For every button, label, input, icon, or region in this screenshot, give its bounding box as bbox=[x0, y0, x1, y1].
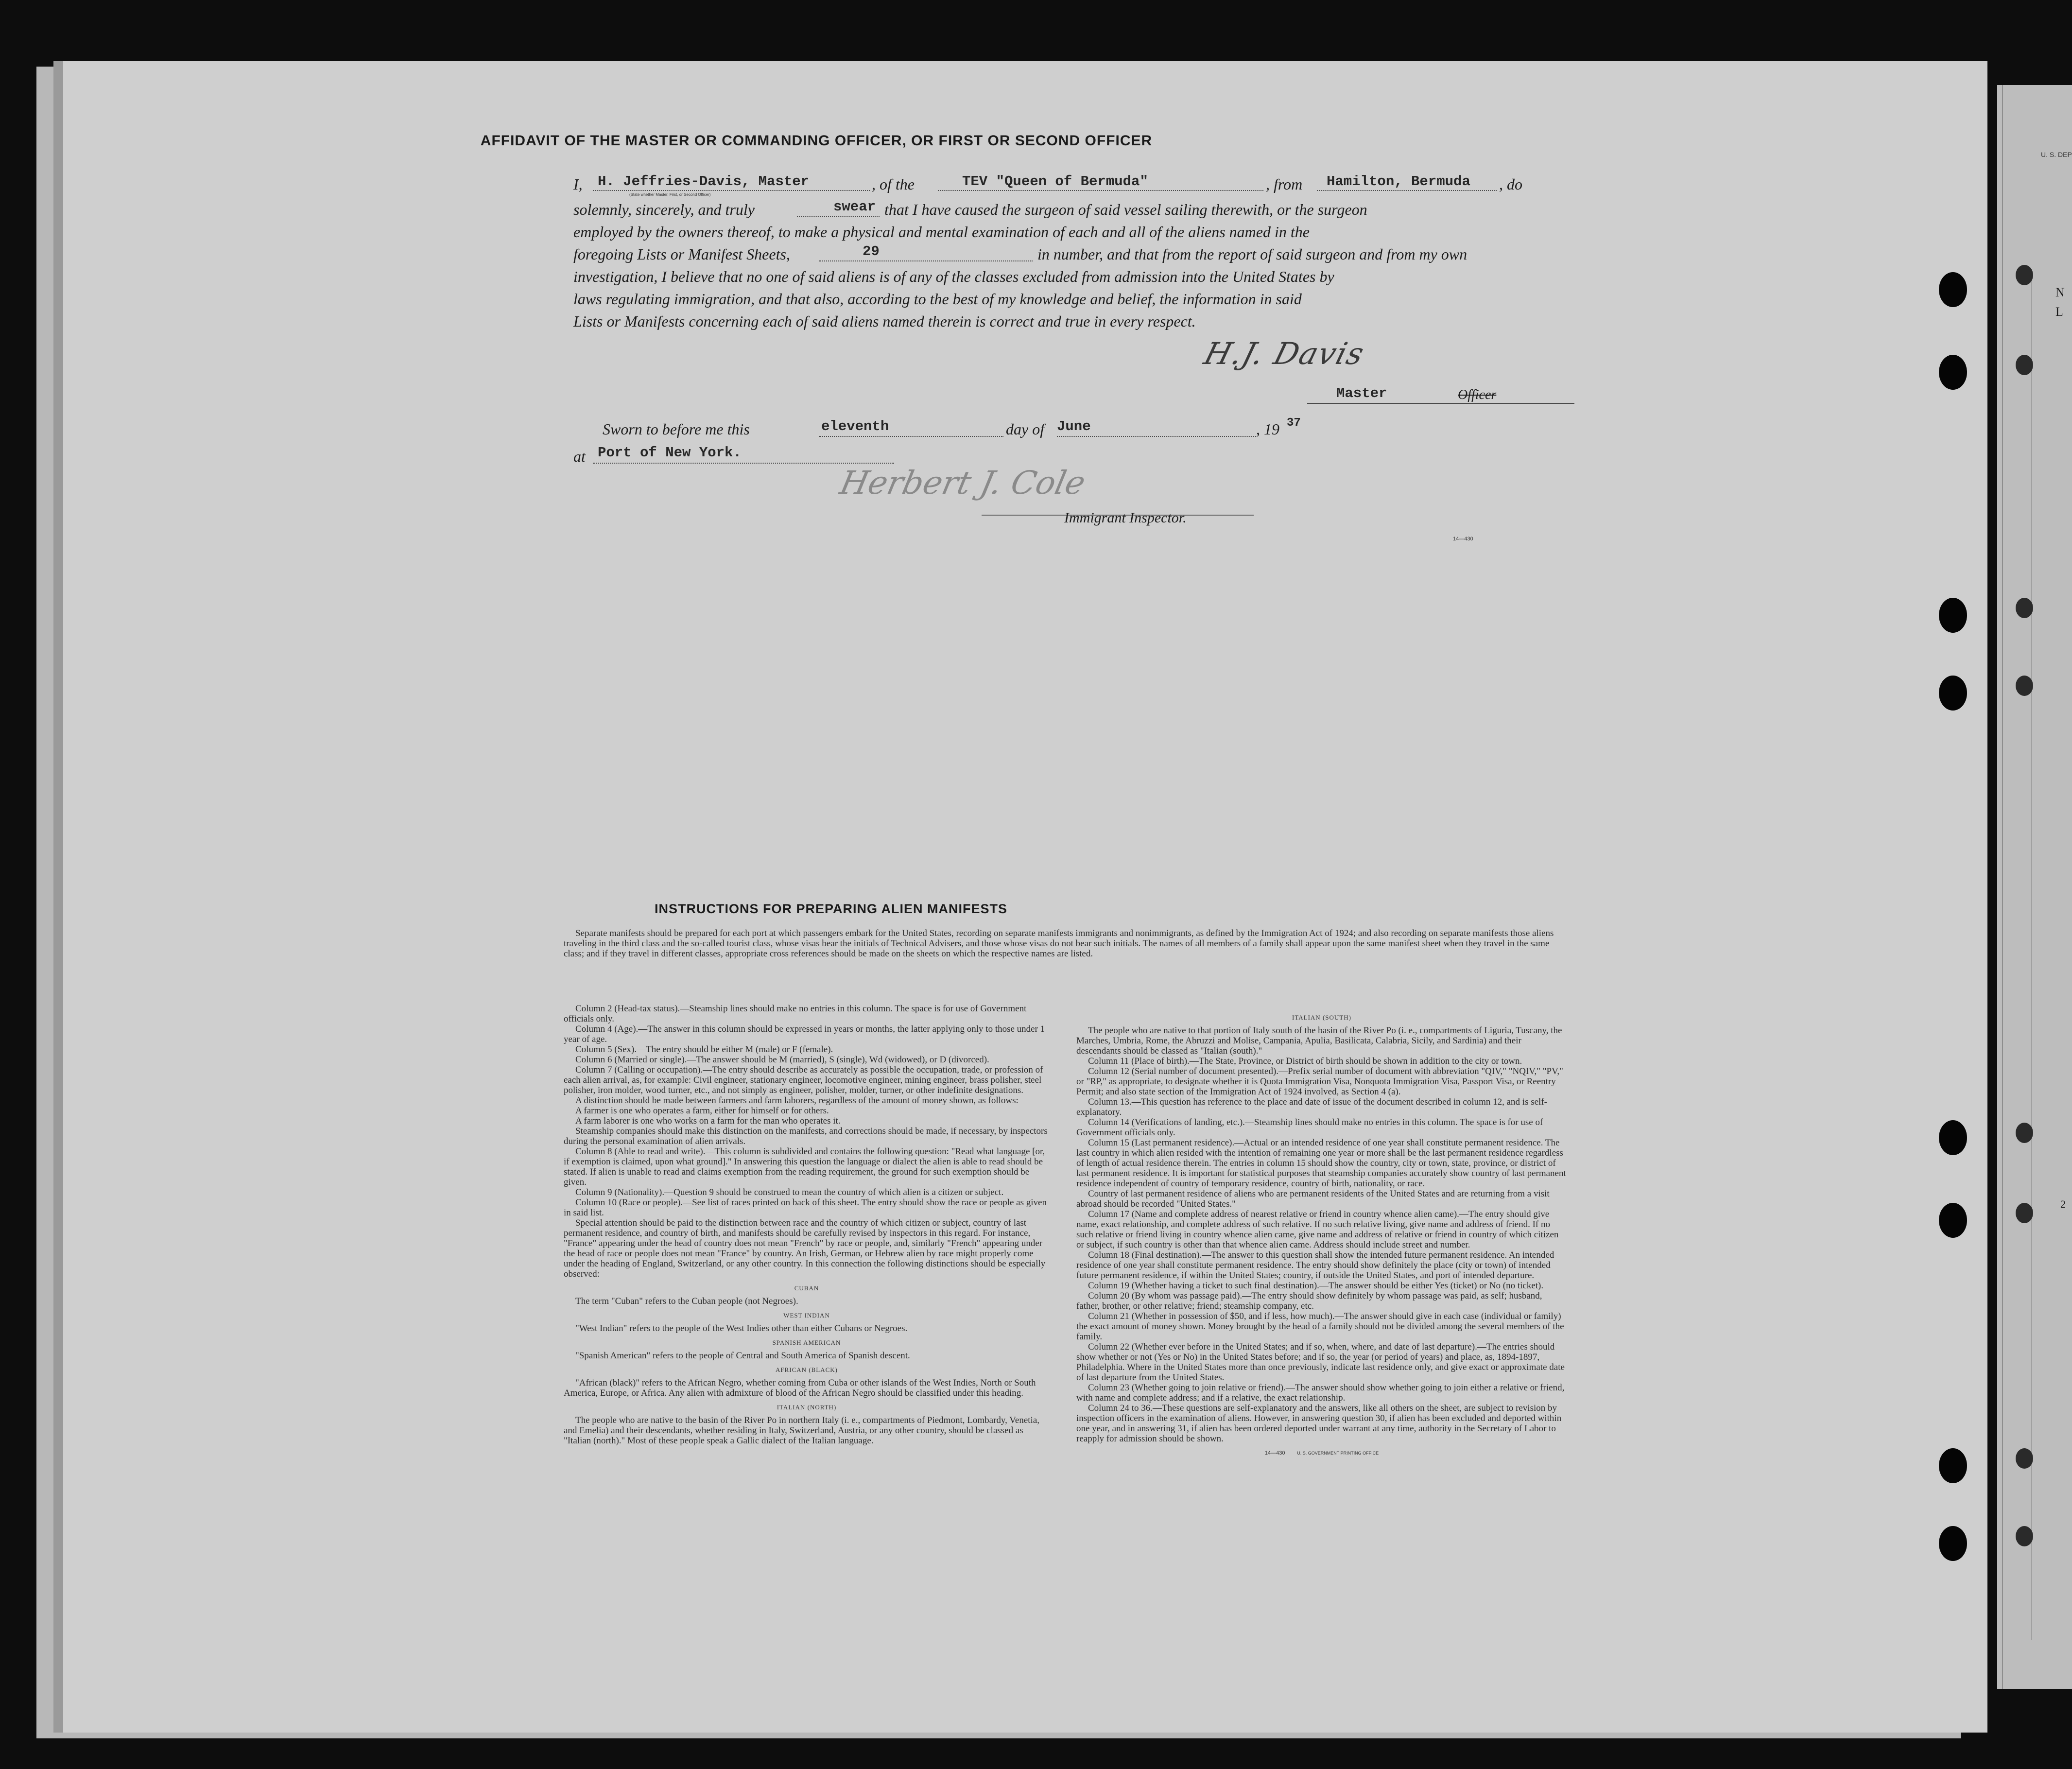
right-paragraph: Column 22 (Whether ever before in the United States; and if so, when, where, and date of last departure).—The entries should show whether or not (Yes or No) in the United States before; and if so, the year (or period of years) and place, as, 1894-1897, Philadelphia. Where in the United States more than once previously, indicate last residence only, and give exact or approximate date of last departure from the United States. bbox=[1076, 1342, 1565, 1383]
adjacent-page-strip bbox=[1997, 85, 2072, 1689]
line2-post: that I have caused the surgeon of said vessel sailing therewith, or the surgeon bbox=[884, 201, 1367, 218]
right-paragraph: Column 15 (Last permanent residence).—Actual or an intended residence of one year shall constitute permanent residence. The last country in which alien resided with the intention of remaining one year or more shall be the last permanent residence regardless of length of actual residence therein. The entries in column 15 should show the country, city or town, state, province, or district of last permanent residence. It is important for statistical purposes that steamship companies accurately show country of last permanent residence independent of country of temporary residence, country of birth, nationality, or race. bbox=[1076, 1138, 1566, 1189]
left-paragraph: Column 7 (Calling or occupation).—The entry should describe as accurately as possible the occupation, trade, or profession of each alien arrival, as, for example: Civil engineer, stationary engineer, locomotive engineer, mining engineer, brass polisher, steel polisher, iron molder, wood turner, etc., and not simply as engineer, polisher, molder, turner, or other indefinite designations. bbox=[564, 1065, 1043, 1095]
cuban-text: The term "Cuban" refers to the Cuban people (not Negroes). bbox=[575, 1296, 798, 1306]
from-label: , from bbox=[1266, 175, 1303, 193]
west-indian-heading: WEST INDIAN bbox=[783, 1312, 830, 1319]
left-paragraph: A distinction should be made between farmers and farm laborers, regardless of the amount of money shown, as follows: bbox=[575, 1095, 1019, 1106]
african-text: "African (black)" refers to the African Negro, whether coming from Cuba or other islands of the West Indies, North or South America, Europe, or Africa. Any alien with admixture of blood of the African Negro should be classified under this heading. bbox=[564, 1378, 1036, 1398]
cuban-heading: CUBAN bbox=[794, 1284, 819, 1292]
strip-digit: 2 bbox=[2060, 1198, 2066, 1210]
instructions-intro bbox=[564, 928, 1570, 959]
west-indian-text: "West Indian" refers to the people of the West Indies other than either Cubans or Negroes. bbox=[575, 1323, 908, 1334]
strip-letter-1: N bbox=[2055, 285, 2065, 299]
sheet-count: 29 bbox=[863, 243, 880, 260]
strip-punch-hole bbox=[2016, 1203, 2033, 1223]
binder-hole bbox=[1939, 676, 1967, 711]
officer-name: H. Jeffries-Davis, Master bbox=[598, 173, 810, 190]
strip-corner-note: U. S. DEP bbox=[2041, 151, 2072, 158]
instructions-left-column bbox=[564, 1004, 1050, 1446]
instructions-title: INSTRUCTIONS FOR PREPARING ALIEN MANIFESTS bbox=[654, 902, 1008, 916]
sworn-label: Sworn to before me this bbox=[603, 420, 750, 438]
right-paragraph: The people who are native to that portion of Italy south of the basin of the River Po (i. e., compartments of Liguria, Tuscany, the Marches, Umbria, Rome, the Abruzzi and Molise, Campania, Apulia, Basilicata, Calabria, Sicily, and Sardinia) and their descendants should be classed as "Italian (south)." bbox=[1076, 1025, 1562, 1056]
line6: laws regulating immigration, and that also, according to the best of my knowledge and belief, the information in said bbox=[573, 290, 1302, 308]
at-label: at bbox=[573, 448, 586, 465]
binder-hole bbox=[1939, 1448, 1967, 1483]
line4-post: in number, and that from the report of said surgeon and from my own bbox=[1037, 245, 1468, 263]
affidavit-title: AFFIDAVIT OF THE MASTER OR COMMANDING OFFICER, OR FIRST OR SECOND OFFICER bbox=[480, 133, 1153, 149]
vessel-name: TEV "Queen of Bermuda" bbox=[962, 173, 1148, 190]
right-paragraph: Country of last permanent residence of aliens who are permanent residents of the United States and are returning from a visit abroad should be recorded "United States." bbox=[1076, 1189, 1550, 1209]
left-paragraph: Column 9 (Nationality).—Question 9 should be construed to mean the country of which alien is a citizen or subject. bbox=[575, 1187, 1004, 1197]
right-paragraph: Column 23 (Whether going to join relative or friend).—The answer should show whether going to join either a relative or friend, with name and complete address; and if a relative, the exact relationship. bbox=[1076, 1383, 1565, 1403]
year-prefix: , 19 bbox=[1256, 420, 1279, 438]
right-paragraph: Column 20 (By whom was passage paid).—The entry should show definitely by whom passage was paid, as self; husband, father, brother, or other relative; friend; steamship company, etc. bbox=[1076, 1291, 1542, 1311]
struck-officer-word: Officer bbox=[1458, 387, 1497, 402]
day-of-label: day of bbox=[1006, 420, 1045, 438]
manifest-sheet bbox=[63, 61, 1987, 1733]
left-paragraph: Column 2 (Head-tax status).—Steamship lines should make no entries in this column. The space is for use of Government officials only. bbox=[564, 1004, 1027, 1024]
footer-printing-office: U. S. GOVERNMENT PRINTING OFFICE bbox=[1297, 1451, 1379, 1456]
spanish-american-text: "Spanish American" refers to the people of Central and South America of Spanish descent. bbox=[575, 1351, 910, 1361]
right-paragraph: Column 24 to 36.—These questions are self-explanatory and the answers, like all others on the sheet, are subject to revision by inspection officers in the examination of aliens. However, in answering question 30, if alien has been excluded and deported within one year, and in answering 31, if alien has been ordered deported under warrant at any time, authority in the Secretary of Labor to reapply for admission should be shown. bbox=[1076, 1403, 1562, 1444]
departure-port: Hamilton, Bermuda bbox=[1327, 173, 1470, 190]
sworn-day: eleventh bbox=[821, 418, 889, 434]
spanish-american-heading: SPANISH AMERICAN bbox=[772, 1339, 841, 1346]
right-paragraph: Column 18 (Final destination).—The answer to this question shall show the intended future permanent residence. An intended residence of one year shall constitute permanent residence. The entry should show definitely the place (city or town) of intended future permanent residence, if within the United States; country, if outside the United States, and port of intended departure. bbox=[1076, 1250, 1554, 1281]
binder-hole bbox=[1939, 1526, 1967, 1561]
line4-pre: foregoing Lists or Manifest Sheets, bbox=[573, 245, 790, 263]
intro-paragraph: Separate manifests should be prepared for each port at which passengers embark for the United States, recording on separate manifests immigrants and nonimmigrants, as defined by the Immigration Act of 1924; and also recording on separate manifests those aliens traveling in the third class and the so-called tourist class, whose visas bear the initials of Technical Advisers, and those whose visas do not bear such initials. The names of all members of a family shall appear upon the same manifest sheet when they travel in the same class; and if they travel in different classes, appropriate cross references should be made on the sheets on which the respective names are listed. bbox=[564, 928, 1554, 959]
strip-edge-line bbox=[2002, 85, 2003, 1689]
left-paragraph: A farmer is one who operates a farm, either for himself or for others. bbox=[575, 1106, 829, 1116]
african-heading: AFRICAN (BLACK) bbox=[775, 1366, 838, 1373]
right-paragraph: Column 21 (Whether in possession of $50, and if less, how much).—The answer should give in each case (individual or family) the exact amount of money shown. Money brought by the head of a family should not be divided among the several members of the family. bbox=[1076, 1311, 1564, 1342]
right-paragraph: Column 17 (Name and complete address of nearest relative or friend in country whence alien came).—The entry should give name, exact relationship, and complete address of such relative. If no such relative living, give name and address of friend. If no such relative or friend living in country whence alien came, give name and address of relative or friend in country of which citizen or subject, if such country is other than that whence alien came. Address should include street and number. bbox=[1076, 1209, 1559, 1250]
right-paragraph: Column 14 (Verifications of landing, etc.).—Steamship lines should make no entries in this column. The space is for use of Government officials only. bbox=[1076, 1117, 1543, 1138]
instructions-footer bbox=[1076, 1447, 1567, 1458]
right-paragraph: Column 19 (Whether having a ticket to such final destination).—The answer should be either Yes (ticket) or No (no ticket). bbox=[1088, 1281, 1544, 1291]
italian-south-heading: ITALIAN (SOUTH) bbox=[1292, 1014, 1351, 1021]
left-paragraph: Column 4 (Age).—The answer in this column should be expressed in years or months, the latter applying only to those under 1 year of age. bbox=[564, 1024, 1045, 1044]
right-paragraph: Column 11 (Place of birth).—The State, Province, or District of birth should be shown in addition to the city or town. bbox=[1088, 1056, 1522, 1066]
form-number-top: 14—430 bbox=[1453, 536, 1473, 542]
binder-hole bbox=[1939, 272, 1967, 307]
binder-hole bbox=[1939, 598, 1967, 633]
left-paragraph: Column 10 (Race or people).—See list of races printed on back of this sheet. The entry should show the race or people as given in said list. bbox=[564, 1197, 1047, 1218]
strip-letter-2: L bbox=[2055, 305, 2063, 319]
sworn-place: Port of New York. bbox=[598, 445, 742, 461]
binder-hole bbox=[1939, 1203, 1967, 1238]
inspector-signature: Herbert J. Cole bbox=[836, 464, 1089, 502]
right-paragraph: Column 12 (Serial number of document presented).—Prefix serial number of document with abbreviation "QIV," "NQIV," "PV," or "RP," as appropriate, to designate whether it is Quota Immigration Visa, Nonquota Immigration Visa, Passport Visa, or Reentry Permit; and also state section of the Immigration Act of 1924 involved, as Section 4 (a). bbox=[1076, 1066, 1563, 1097]
sheet-count-blank bbox=[819, 244, 1033, 261]
left-paragraph: A farm laborer is one who works on a farm for the man who operates it. bbox=[575, 1116, 841, 1126]
instructions-right-column bbox=[1076, 1008, 1567, 1458]
strip-punch-hole bbox=[2016, 265, 2033, 285]
line7: Lists or Manifests concerning each of said aliens named therein is correct and true in every respect. bbox=[573, 312, 1196, 330]
footer-form-number: 14—430 bbox=[1264, 1450, 1285, 1456]
strip-punch-hole bbox=[2016, 1448, 2033, 1469]
italian-north-text: The people who are native to the basin of the River Po in northern Italy (i. e., compartments of Piedmont, Lombardy, Venetia, and Emelia) and their descendants, whether residing in Italy, Switzerland, Austria, or any other country, should be classed as "Italian (north)." Most of these people speak a Gallic dialect of the Italian language. bbox=[564, 1415, 1040, 1446]
master-signature: H.J. Davis bbox=[1200, 336, 1369, 371]
binder-hole bbox=[1939, 355, 1967, 390]
left-paragraph: Column 8 (Able to read and write).—This column is subdivided and contains the following question: "Read what language [or, if exemption is claimed, upon what ground]." In answering this question the language or dialect the alien is able to read should be stated. If alien is unable to read and claims exemption from the reading requirement, the ground for such exemption should be given. bbox=[564, 1146, 1045, 1187]
line3: employed by the owners thereof, to make a physical and mental examination of each and all of the aliens named in the bbox=[573, 223, 1310, 241]
strip-punch-hole bbox=[2016, 1526, 2033, 1546]
strip-column-rule bbox=[2031, 279, 2032, 1640]
right-paragraph: Column 13.—This question has reference to the place and date of issue of the document described in column 12, and is self-explanatory. bbox=[1076, 1097, 1547, 1117]
line2-pre: solemnly, sincerely, and truly bbox=[573, 201, 755, 218]
i-label: I, bbox=[573, 175, 583, 193]
left-paragraph: Steamship companies should make this distinction on the manifests, and corrections should be made, if necessary, by inspectors during the personal examination of alien arrivals. bbox=[564, 1126, 1048, 1146]
inspector-title: Immigrant Inspector. bbox=[1064, 510, 1187, 526]
signer-title: Master bbox=[1336, 385, 1387, 401]
of-the-label: , of the bbox=[872, 175, 915, 193]
do-label: , do bbox=[1499, 175, 1522, 193]
strip-punch-hole bbox=[2016, 676, 2033, 696]
strip-punch-hole bbox=[2016, 598, 2033, 618]
oath-word: swear bbox=[833, 199, 876, 215]
strip-punch-hole bbox=[2016, 1123, 2033, 1143]
left-paragraph: Special attention should be paid to the distinction between race and the country of which citizen or subject, country of last permanent residence, and country of birth, and manifests should be carefully revised by inspectors in this regard. For instance, "France" appearing under the head of country does not mean "French" by race or people, and, similarly "French" appearing under the head of race or people does not mean "France" by country. An Irish, German, or Hebrew alien by race might properly come under the heading of England, Switzerland, or any other country. In this connection the following distinctions should be especially observed: bbox=[564, 1218, 1046, 1279]
binder-hole bbox=[1939, 1120, 1967, 1155]
left-paragraph: Column 5 (Sex).—The entry should be either M (male) or F (female). bbox=[575, 1044, 833, 1055]
sworn-month: June bbox=[1057, 418, 1091, 434]
year-suffix: 37 bbox=[1287, 416, 1301, 430]
left-paragraph: Column 6 (Married or single).—The answer should be M (married), S (single), Wd (widowed), or D (divorced). bbox=[575, 1055, 989, 1065]
line5: investigation, I believe that no one of said aliens is of any of the classes excluded from admission into the United States by bbox=[573, 268, 1334, 285]
officer-hint: (State whether Master, First, or Second Officer) bbox=[629, 192, 711, 197]
strip-punch-hole bbox=[2016, 355, 2033, 375]
italian-north-heading: ITALIAN (NORTH) bbox=[777, 1404, 837, 1411]
